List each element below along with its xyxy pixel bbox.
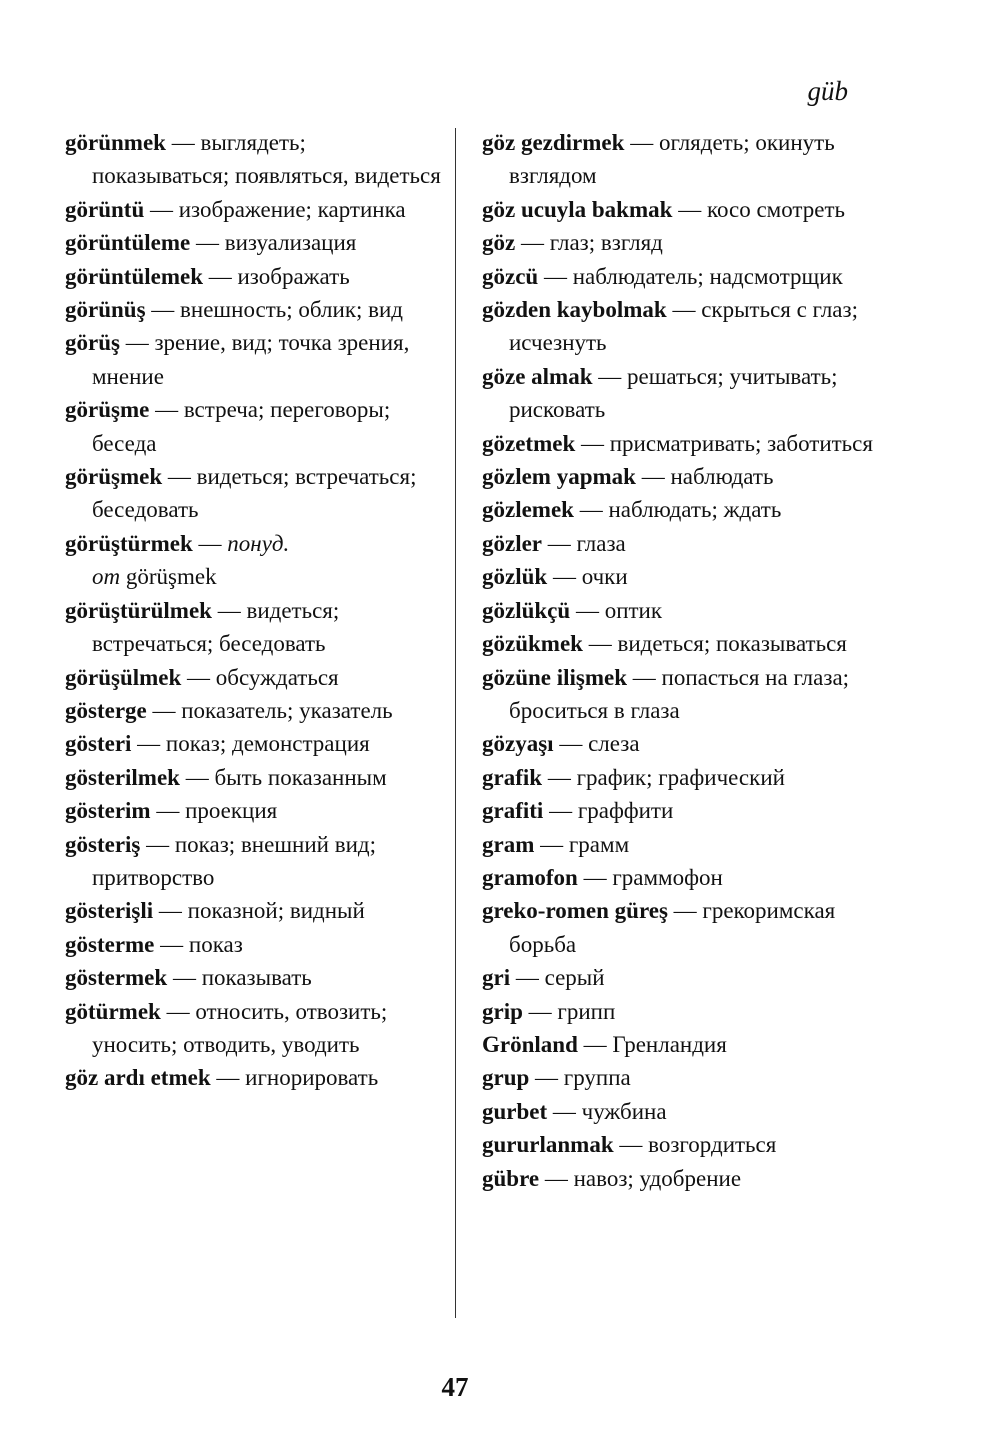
headword: gösterilmek — [65, 764, 180, 790]
entry: gözler — глаза — [482, 530, 626, 556]
definition: грамм — [568, 831, 630, 857]
entry: gübre — навоз; удобрение — [482, 1165, 742, 1191]
entry: gözlemek — наблюдать; ждать — [482, 497, 782, 523]
headword: grup — [482, 1065, 530, 1091]
definition: относить, отвозить; уносить; отводить, уводить — [92, 998, 388, 1057]
entry: gri — серый — [482, 965, 605, 991]
headword: görüşülmek — [65, 664, 182, 690]
entry: gösterim — проекция — [65, 798, 278, 824]
definition: чужбина — [581, 1098, 667, 1124]
definition: понуд. — [227, 530, 290, 556]
right-column — [482, 126, 882, 1195]
entry: gurbet — чужбина — [482, 1098, 667, 1124]
entry: gösterge — показатель; указатель — [65, 697, 393, 723]
entry: gramofon — граммофон — [482, 864, 723, 890]
definition: наблюдатель; надсмотрщик — [572, 263, 843, 289]
headword: gözlem yapmak — [482, 464, 636, 490]
running-head: güb — [807, 76, 848, 106]
entry: gözyaşı — слеза — [482, 731, 640, 757]
entry: göze almak — решаться; учитывать; рисковать — [482, 363, 838, 423]
entry: görünüş — внешность; облик; вид — [65, 297, 404, 323]
definition: проекция — [185, 798, 278, 824]
definition: видеться; встречаться; беседовать — [92, 464, 417, 523]
headword: grip — [482, 998, 523, 1024]
headword: görüntülemek — [65, 263, 203, 289]
headword: görüşme — [65, 397, 150, 423]
definition: скрыться с глаз; исчезнуть — [509, 297, 858, 356]
entry: gözetmek — присматривать; заботиться — [482, 430, 873, 456]
definition: график; графический — [576, 764, 785, 790]
headword: gözlük — [482, 564, 548, 590]
definition: граммофон — [612, 864, 723, 890]
headword: gösteri — [65, 731, 132, 757]
entry: gösterişli — показной; видный — [65, 898, 365, 924]
entry: göz ucuyla bakmak — косо смотреть — [482, 196, 846, 222]
headword: görüntü — [65, 196, 145, 222]
headword: göz ucuyla bakmak — [482, 196, 673, 222]
column-divider — [455, 128, 456, 1318]
headword: gözlemek — [482, 497, 574, 523]
definition: изображать — [237, 263, 350, 289]
entry: gram — грамм — [482, 831, 630, 857]
definition: грипп — [557, 998, 616, 1024]
entry: göstermek — показывать — [65, 965, 312, 991]
entry: gururlanmak — возгордиться — [482, 1132, 777, 1158]
entry: görünmek — выглядеть; показываться; появляться, видеться — [65, 130, 441, 189]
entry: görüntü — изображение; картинка — [65, 196, 406, 222]
definition: присматривать; заботиться — [609, 430, 873, 456]
definition: показ — [188, 931, 243, 957]
headword: grafiti — [482, 798, 544, 824]
headword: gözden kaybolmak — [482, 297, 667, 323]
entry: gözlem yapmak — наблюдать — [482, 464, 774, 490]
headword: gururlanmak — [482, 1132, 614, 1158]
definition-ref-label: от — [92, 564, 121, 590]
left-column — [65, 126, 445, 1095]
headword: Grönland — [482, 1031, 578, 1057]
definition: зрение, вид; точка зрения, мнение — [92, 330, 410, 389]
entry: görüştürülmek — видеться; встречаться; беседовать — [65, 597, 340, 657]
definition: слеза — [588, 731, 640, 757]
definition: показ; демонстрация — [165, 731, 370, 757]
definition: наблюдать; ждать — [608, 497, 782, 523]
definition: изображение; картинка — [178, 196, 406, 222]
definition: внешность; облик; вид — [180, 297, 404, 323]
definition: быть показанным — [214, 764, 387, 790]
entry: gözükmek — видеться; показываться — [482, 631, 847, 657]
headword: görüştürülmek — [65, 597, 212, 623]
headword: görünmek — [65, 130, 166, 155]
definition: группа — [563, 1065, 631, 1091]
definition: оглядеть; окинуть взглядом — [509, 130, 835, 189]
headword: gösteriş — [65, 831, 141, 857]
entry: görüşme — встреча; переговоры; беседа — [65, 397, 391, 456]
definition: встреча; переговоры; беседа — [92, 397, 391, 456]
headword: grafik — [482, 764, 543, 790]
headword: gözlükçü — [482, 597, 571, 623]
entry: grafik — график; графический — [482, 764, 785, 790]
headword: gramofon — [482, 864, 578, 890]
entry: grafiti — граффити — [482, 798, 674, 824]
entry: greko-romen güreş — грекоримская борьба — [482, 898, 836, 957]
headword: gözetmek — [482, 430, 576, 456]
definition: показной; видный — [187, 898, 365, 924]
definition: оптик — [604, 597, 663, 623]
headword: gözükmek — [482, 631, 583, 657]
entry: göz — глаз; взгляд — [482, 230, 663, 256]
headword: greko-romen güreş — [482, 898, 668, 924]
entry: gösterilmek — быть показанным — [65, 764, 387, 790]
headword: göz ardı etmek — [65, 1065, 211, 1091]
headword: görünüş — [65, 297, 146, 323]
entry: grip — грипп — [482, 998, 616, 1024]
definition: возгордиться — [648, 1132, 777, 1158]
entry: görüşülmek — обсуждаться — [65, 664, 339, 690]
entry: gözlükçü — оптик — [482, 597, 663, 623]
headword: görüntüleme — [65, 230, 191, 256]
definition: выглядеть; показываться; появляться, видеться — [92, 130, 441, 189]
definition: видеться; встречаться; беседовать — [92, 597, 340, 657]
headword: gözcü — [482, 263, 539, 289]
definition: глаза — [576, 530, 626, 556]
definition: очки — [581, 564, 628, 590]
entry: görüştürmek — понуд. от görüşmek — [65, 530, 290, 590]
headword: gübre — [482, 1165, 540, 1191]
headword: gri — [482, 965, 511, 991]
headword: gösterim — [65, 798, 151, 824]
headword: gözüne ilişmek — [482, 664, 628, 690]
definition: видеться; показываться — [617, 631, 847, 657]
definition: граффити — [577, 798, 674, 824]
definition: Гренландия — [612, 1031, 727, 1057]
definition: грекоримская борьба — [509, 898, 836, 957]
definition: визуализация — [224, 230, 357, 256]
definition: показ; внешний вид; притворство — [92, 831, 376, 890]
entry: gösteri — показ; демонстрация — [65, 731, 370, 757]
entry: görüntüleme — визуализация — [65, 230, 357, 256]
definition: косо смотреть — [706, 196, 846, 222]
definition: обсуждаться — [215, 664, 339, 690]
entry: göz gezdirmek — оглядеть; окинуть взглядом — [482, 130, 835, 189]
entry: gözcü — наблюдатель; надсмотрщик — [482, 263, 843, 289]
headword: göz — [482, 230, 516, 256]
entry: gözden kaybolmak — скрыться с глаз; исчезнуть — [482, 297, 858, 356]
headword: gözler — [482, 530, 543, 556]
headword: gösterge — [65, 697, 147, 723]
entry: gösteriş — показ; внешний вид; притворство — [65, 831, 376, 890]
page-number: 47 — [441, 1372, 469, 1402]
headword: gösterişli — [65, 898, 154, 924]
headword: gösterme — [65, 931, 155, 957]
headword: göz gezdirmek — [482, 130, 625, 155]
headword: görüştürmek — [65, 530, 193, 556]
headword: götürmek — [65, 998, 161, 1024]
definition: глаз; взгляд — [549, 230, 663, 256]
entry: grup — группа — [482, 1065, 631, 1091]
entry: görüşmek — видеться; встречаться; беседовать — [65, 464, 417, 523]
headword: göstermek — [65, 965, 168, 991]
definition: попасться на глаза; броситься в глаза — [509, 664, 850, 723]
definition: навоз; удобрение — [573, 1165, 742, 1191]
entry: gözlük — очки — [482, 564, 628, 590]
definition: игнорировать — [245, 1065, 379, 1091]
definition: серый — [544, 965, 605, 991]
entry: görüntülemek — изображать — [65, 263, 350, 289]
headword: gözyaşı — [482, 731, 554, 757]
entry: götürmek — относить, отвозить; уносить; отводить, уводить — [65, 998, 388, 1057]
headword: göze almak — [482, 363, 593, 389]
headword: gram — [482, 831, 535, 857]
entry: Grönland — Гренландия — [482, 1031, 727, 1057]
definition: наблюдать — [670, 464, 774, 490]
definition: показывать — [201, 965, 312, 991]
headword: görüş — [65, 330, 120, 356]
entry: göz ardı etmek — игнорировать — [65, 1065, 379, 1091]
definition: показатель; указатель — [181, 697, 393, 723]
entry: gözüne ilişmek — попасться на глаза; броситься в глаза — [482, 664, 850, 723]
entry: görüş — зрение, вид; точка зрения, мнение — [65, 330, 410, 389]
headword: gurbet — [482, 1098, 548, 1124]
definition-ref: görüşmek — [125, 564, 217, 590]
entry: gösterme — показ — [65, 931, 243, 957]
definition: решаться; учитывать; рисковать — [509, 363, 838, 423]
headword: görüşmek — [65, 464, 163, 490]
